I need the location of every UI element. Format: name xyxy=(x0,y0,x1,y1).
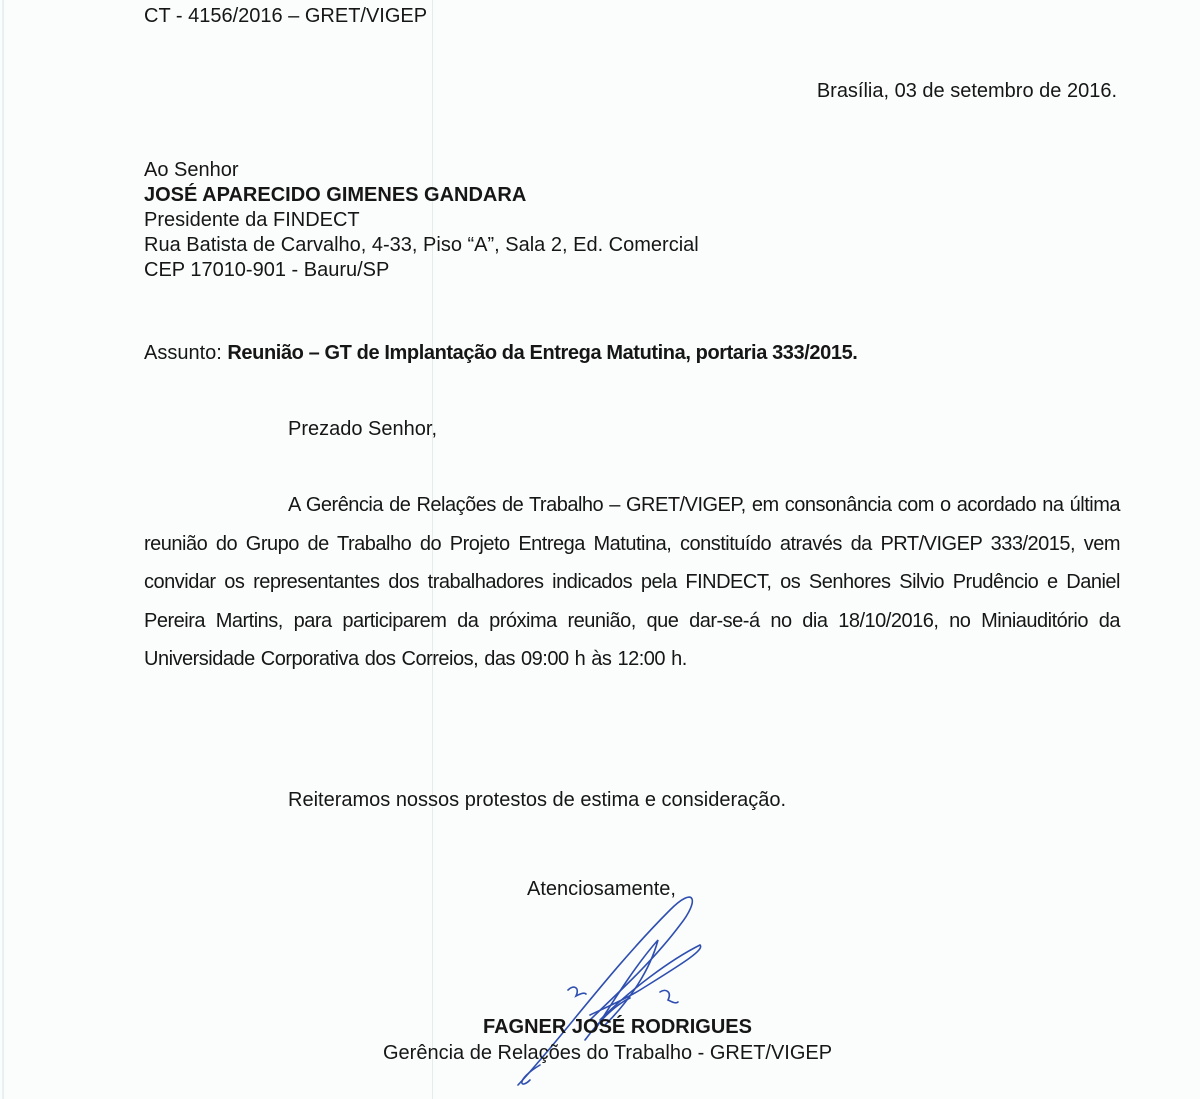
closing-sentence: Reiteramos nossos protestos de estima e consideração. xyxy=(288,789,787,811)
recipient-address: Rua Batista de Carvalho, 4-33, Piso “A”, Sala 2, Ed. Comercial xyxy=(144,234,699,256)
letter-reference: CT - 4156/2016 – GRET/VIGEP xyxy=(144,5,428,27)
subject-text: Reunião – GT de Implantação da Entrega Matutina, portaria 333/2015. xyxy=(227,342,858,364)
greeting: Prezado Senhor, xyxy=(288,418,437,440)
letter-date: Brasília, 03 de setembro de 2016. xyxy=(816,80,1117,102)
recipient-cep-city: CEP 17010-901 - Bauru/SP xyxy=(144,259,390,281)
signer-department: Gerência de Relações do Trabalho - GRET/VIGEP xyxy=(383,1042,833,1064)
recipient-block xyxy=(144,158,699,283)
subject-label: Assunto: xyxy=(144,342,222,364)
signer-name: FAGNER JOSÉ RODRIGUES xyxy=(483,1016,752,1038)
subject-line xyxy=(144,342,857,365)
regards: Atenciosamente, xyxy=(527,878,676,900)
recipient-title: Presidente da FINDECT xyxy=(144,209,360,231)
body-paragraph: A Gerência de Relações de Trabalho – GRET/VIGEP, em consonância com o acordado na última reunião do Grupo de Trabalho do Projeto Entrega Matutina, constituído através da PRT/VIGEP 333/2015, vem convidar os representantes dos trabalhadores indicados pela FINDECT, os Senhores Silvio Prudêncio e Daniel Pereira Martins, para participarem da próxima reunião, que dar-se-á no dia 18/10/2016, no Miniauditório da Universidade Corporativa dos Correios, das 09:00 h às 12:00 h. xyxy=(144,494,1120,670)
recipient-salutation: Ao Senhor xyxy=(144,159,239,181)
scan-edge-line xyxy=(2,0,4,1099)
recipient-name: JOSÉ APARECIDO GIMENES GANDARA xyxy=(144,184,527,206)
